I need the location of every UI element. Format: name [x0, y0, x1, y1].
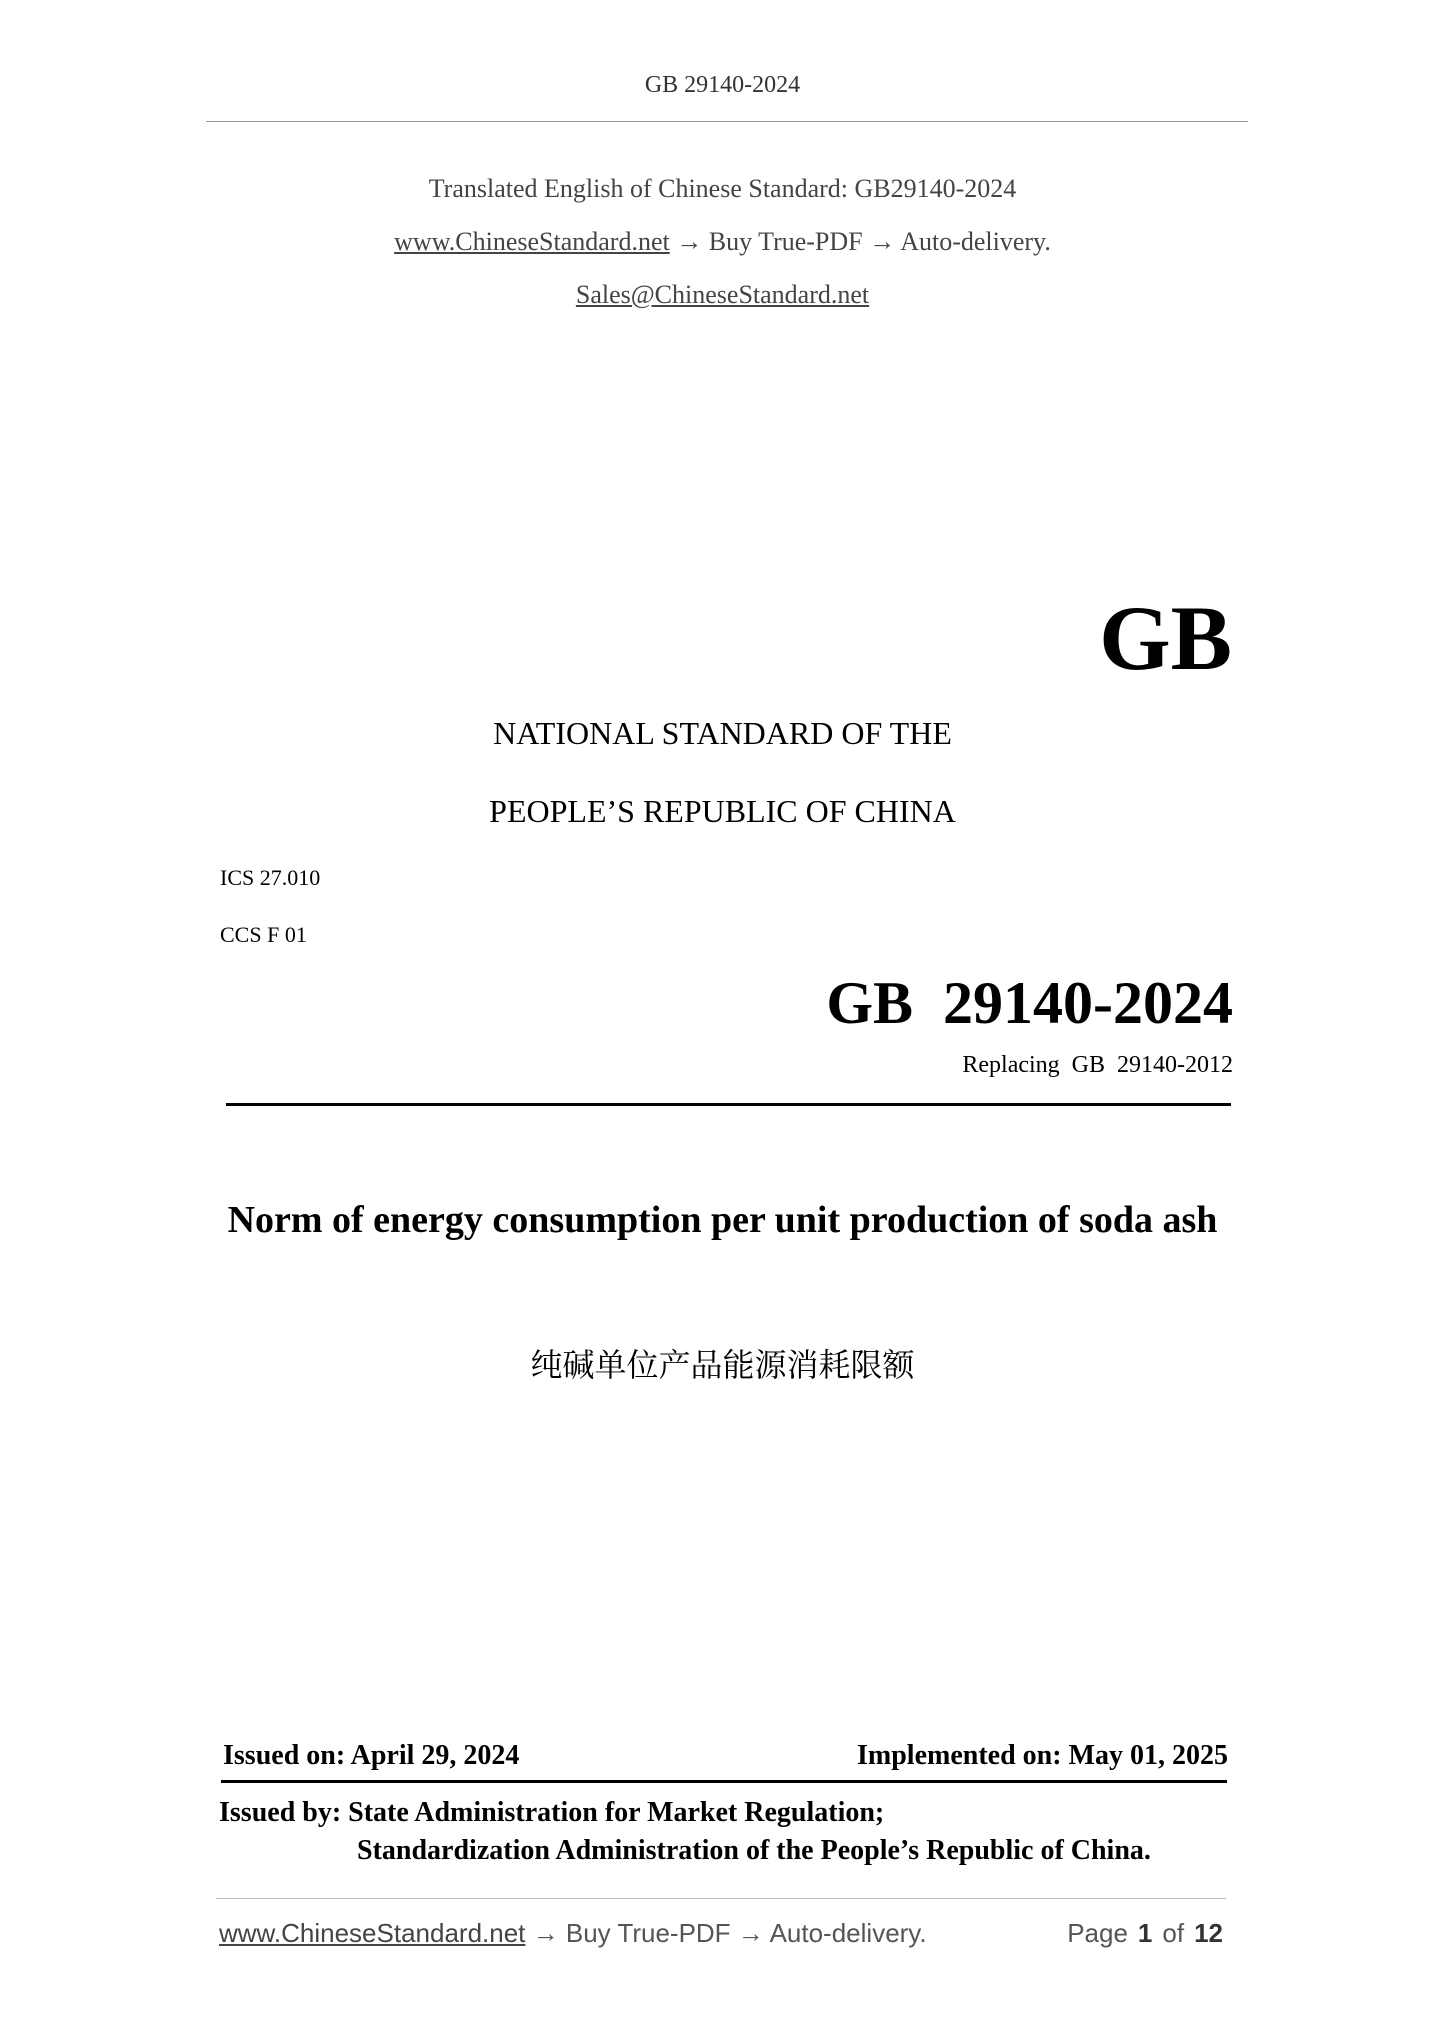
email-notice — [0, 280, 1445, 310]
issued-on-date: Issued on: April 29, 2024 — [223, 1740, 520, 1771]
standard-number: GB 29140-2024 — [826, 970, 1233, 1036]
gb-mark: GB — [1099, 587, 1232, 689]
ics-code: ICS 27.010 — [220, 865, 321, 890]
page-indicator — [1067, 1918, 1223, 1949]
english-title: Norm of energy consumption per unit production of soda ash — [227, 1199, 1218, 1241]
footer-divider — [216, 1898, 1226, 1899]
footer-promo-text: → Buy True-PDF → Auto-delivery. — [525, 1918, 927, 1948]
page-current: 1 — [1137, 1918, 1153, 1948]
footer-promo — [219, 1918, 927, 1949]
purchase-notice — [0, 227, 1445, 257]
page-of: of — [1162, 1918, 1185, 1948]
page-label: Page — [1067, 1918, 1128, 1948]
translation-notice: Translated English of Chinese Standard: GB29140-2024 — [428, 174, 1017, 203]
national-standard-line-1: NATIONAL STANDARD OF THE — [493, 715, 952, 751]
footer-site-link[interactable]: www.ChineseStandard.net — [219, 1918, 526, 1948]
site-link[interactable]: www.ChineseStandard.net — [394, 227, 670, 256]
running-header: GB 29140-2024 — [644, 72, 801, 98]
purchase-text: → Buy True-PDF → Auto-delivery. — [669, 227, 1051, 256]
issued-by-line-2: Standardization Administration of the People’s Republic of China. — [357, 1835, 1151, 1866]
chinese-title: 纯碱单位产品能源消耗限额 — [530, 1346, 915, 1384]
implemented-on-date: Implemented on: May 01, 2025 — [857, 1740, 1228, 1771]
issued-by-line-1: Issued by: State Administration for Market Regulation; — [219, 1797, 885, 1828]
national-standard-line-2: PEOPLE’S REPUBLIC OF CHINA — [489, 793, 956, 829]
ccs-code: CCS F 01 — [220, 922, 307, 947]
page-total: 12 — [1194, 1918, 1223, 1948]
issue-divider — [221, 1780, 1227, 1783]
header-divider — [206, 121, 1248, 122]
email-link[interactable]: Sales@ChineseStandard.net — [575, 280, 870, 309]
replacing-standard: Replacing GB 29140-2012 — [962, 1052, 1233, 1078]
title-divider — [226, 1103, 1231, 1106]
